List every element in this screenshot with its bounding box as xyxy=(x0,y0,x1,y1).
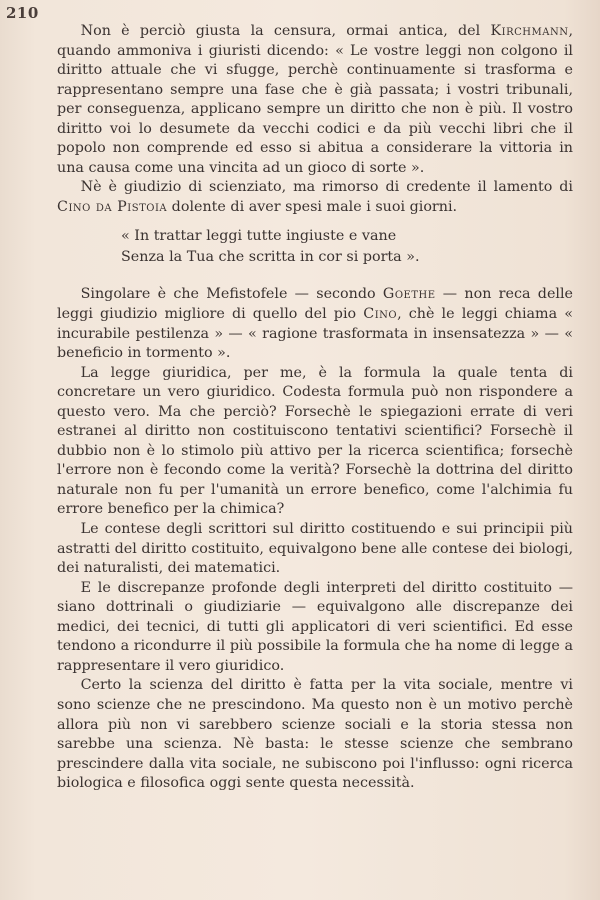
p3-text-b: — non reca delle leggi giudizio migliore di quello del pio xyxy=(57,286,574,323)
page-number: 210 xyxy=(6,4,39,22)
paragraph-gap xyxy=(57,276,573,285)
author-name-goethe: Goethe xyxy=(382,286,436,303)
p2-text-b: dolente di aver spesi male i suoi giorni. xyxy=(167,198,458,215)
p1-text-a: Non è perciò giusta la censura, ormai antica, del xyxy=(80,23,491,39)
paragraph-contese: Le contese degli scrittori sul diritto costituendo e sui principii più astratti del diritto costituito, equivalgono bene alle contese dei biologi, dei naturalisti, dei matematici. xyxy=(57,521,573,577)
paragraph-discrepanze: E le discrepanze profonde degli interpreti del diritto costituito — siano dottrinali o giudiziarie — equivalgono alle discrepanze dei medici, dei tecnici, di tutti gli applicatori di veri scientifici. Ed esse tendono a ricondurre il più possibile la formula che ha nome di legge a rappresentare il vero giuridico. xyxy=(57,579,573,674)
paragraph-scienza-diritto: Certo la scienza del diritto è fatta per la vita sociale, mentre vi sono scienze che ne prescindono. Ma questo non è un motivo perchè allora più non vi sarebbero scienze sociali e la storia stessa non sarebbe una scienza. Nè basta: le stesse scienze che sembrano prescindere dalla vita sociale, ne subiscono poi l'influsso: ogni ricerca biologica e filosofica oggi sente questa necessità. xyxy=(57,677,573,792)
p2-text-a: Nè è giudizio di scienziato, ma rimorso di credente il lamento di xyxy=(80,179,573,196)
author-name-cino: Cino da Pistoia xyxy=(57,198,168,215)
verse-quote xyxy=(121,226,573,268)
paragraph-mefistofele xyxy=(57,285,573,363)
paragraph-cino xyxy=(57,178,573,217)
p1-text-b: , quando ammoniva i giuristi dicendo: « Le vostre leggi non colgono il diritto attuale che vi sfugge, perchè continuamente si trasforma e rappresentano sempre una fase che è già passata; i vostri tribunali, per conseguenza, applicano sempre un diritto che non è più. Il vostro diritto voi lo desumete da vecchi codici e da più vecchi libri che il popolo non comprende ed esso si abitua a considerare la vittoria in una causa come una vincita ad un gioco di sorte ». xyxy=(57,23,573,176)
author-name-kirchmann: Kirchmann xyxy=(490,23,569,39)
body-text xyxy=(57,22,573,794)
p3-text-a: Singolare è che Mefistofele — secondo xyxy=(80,286,383,303)
p3-text-c: , chè le leggi chiama « incurabile pestilenza » — « ragione trasformata in insensatezza » — « beneficio in tormento ». xyxy=(57,306,573,362)
paragraph-kirchmann xyxy=(57,22,573,178)
verse-line-1: « In trattar leggi tutte ingiuste e vane xyxy=(121,228,397,245)
paragraph-legge-giuridica: La legge giuridica, per me, è la formula la quale tenta di concretare un vero giuridico. Codesta formula può non rispondere a questo vero. Ma che perciò? Forsechè le spiegazioni errate di veri estranei al diritto non costituiscono tentativi scientifici? Forsechè il dubbio non è lo stimolo più attivo per la ricerca scientifica; forsechè l'errore non è fecondo come la verità? Forsechè la dottrina del diritto naturale non fu per l'umanità un errore benefico, come l'alchimia fu errore benefico per la chimica? xyxy=(57,364,573,518)
author-name-cino-2: Cino xyxy=(363,306,398,323)
verse-line-2: Senza la Tua che scritta in cor si porta ». xyxy=(121,249,420,266)
